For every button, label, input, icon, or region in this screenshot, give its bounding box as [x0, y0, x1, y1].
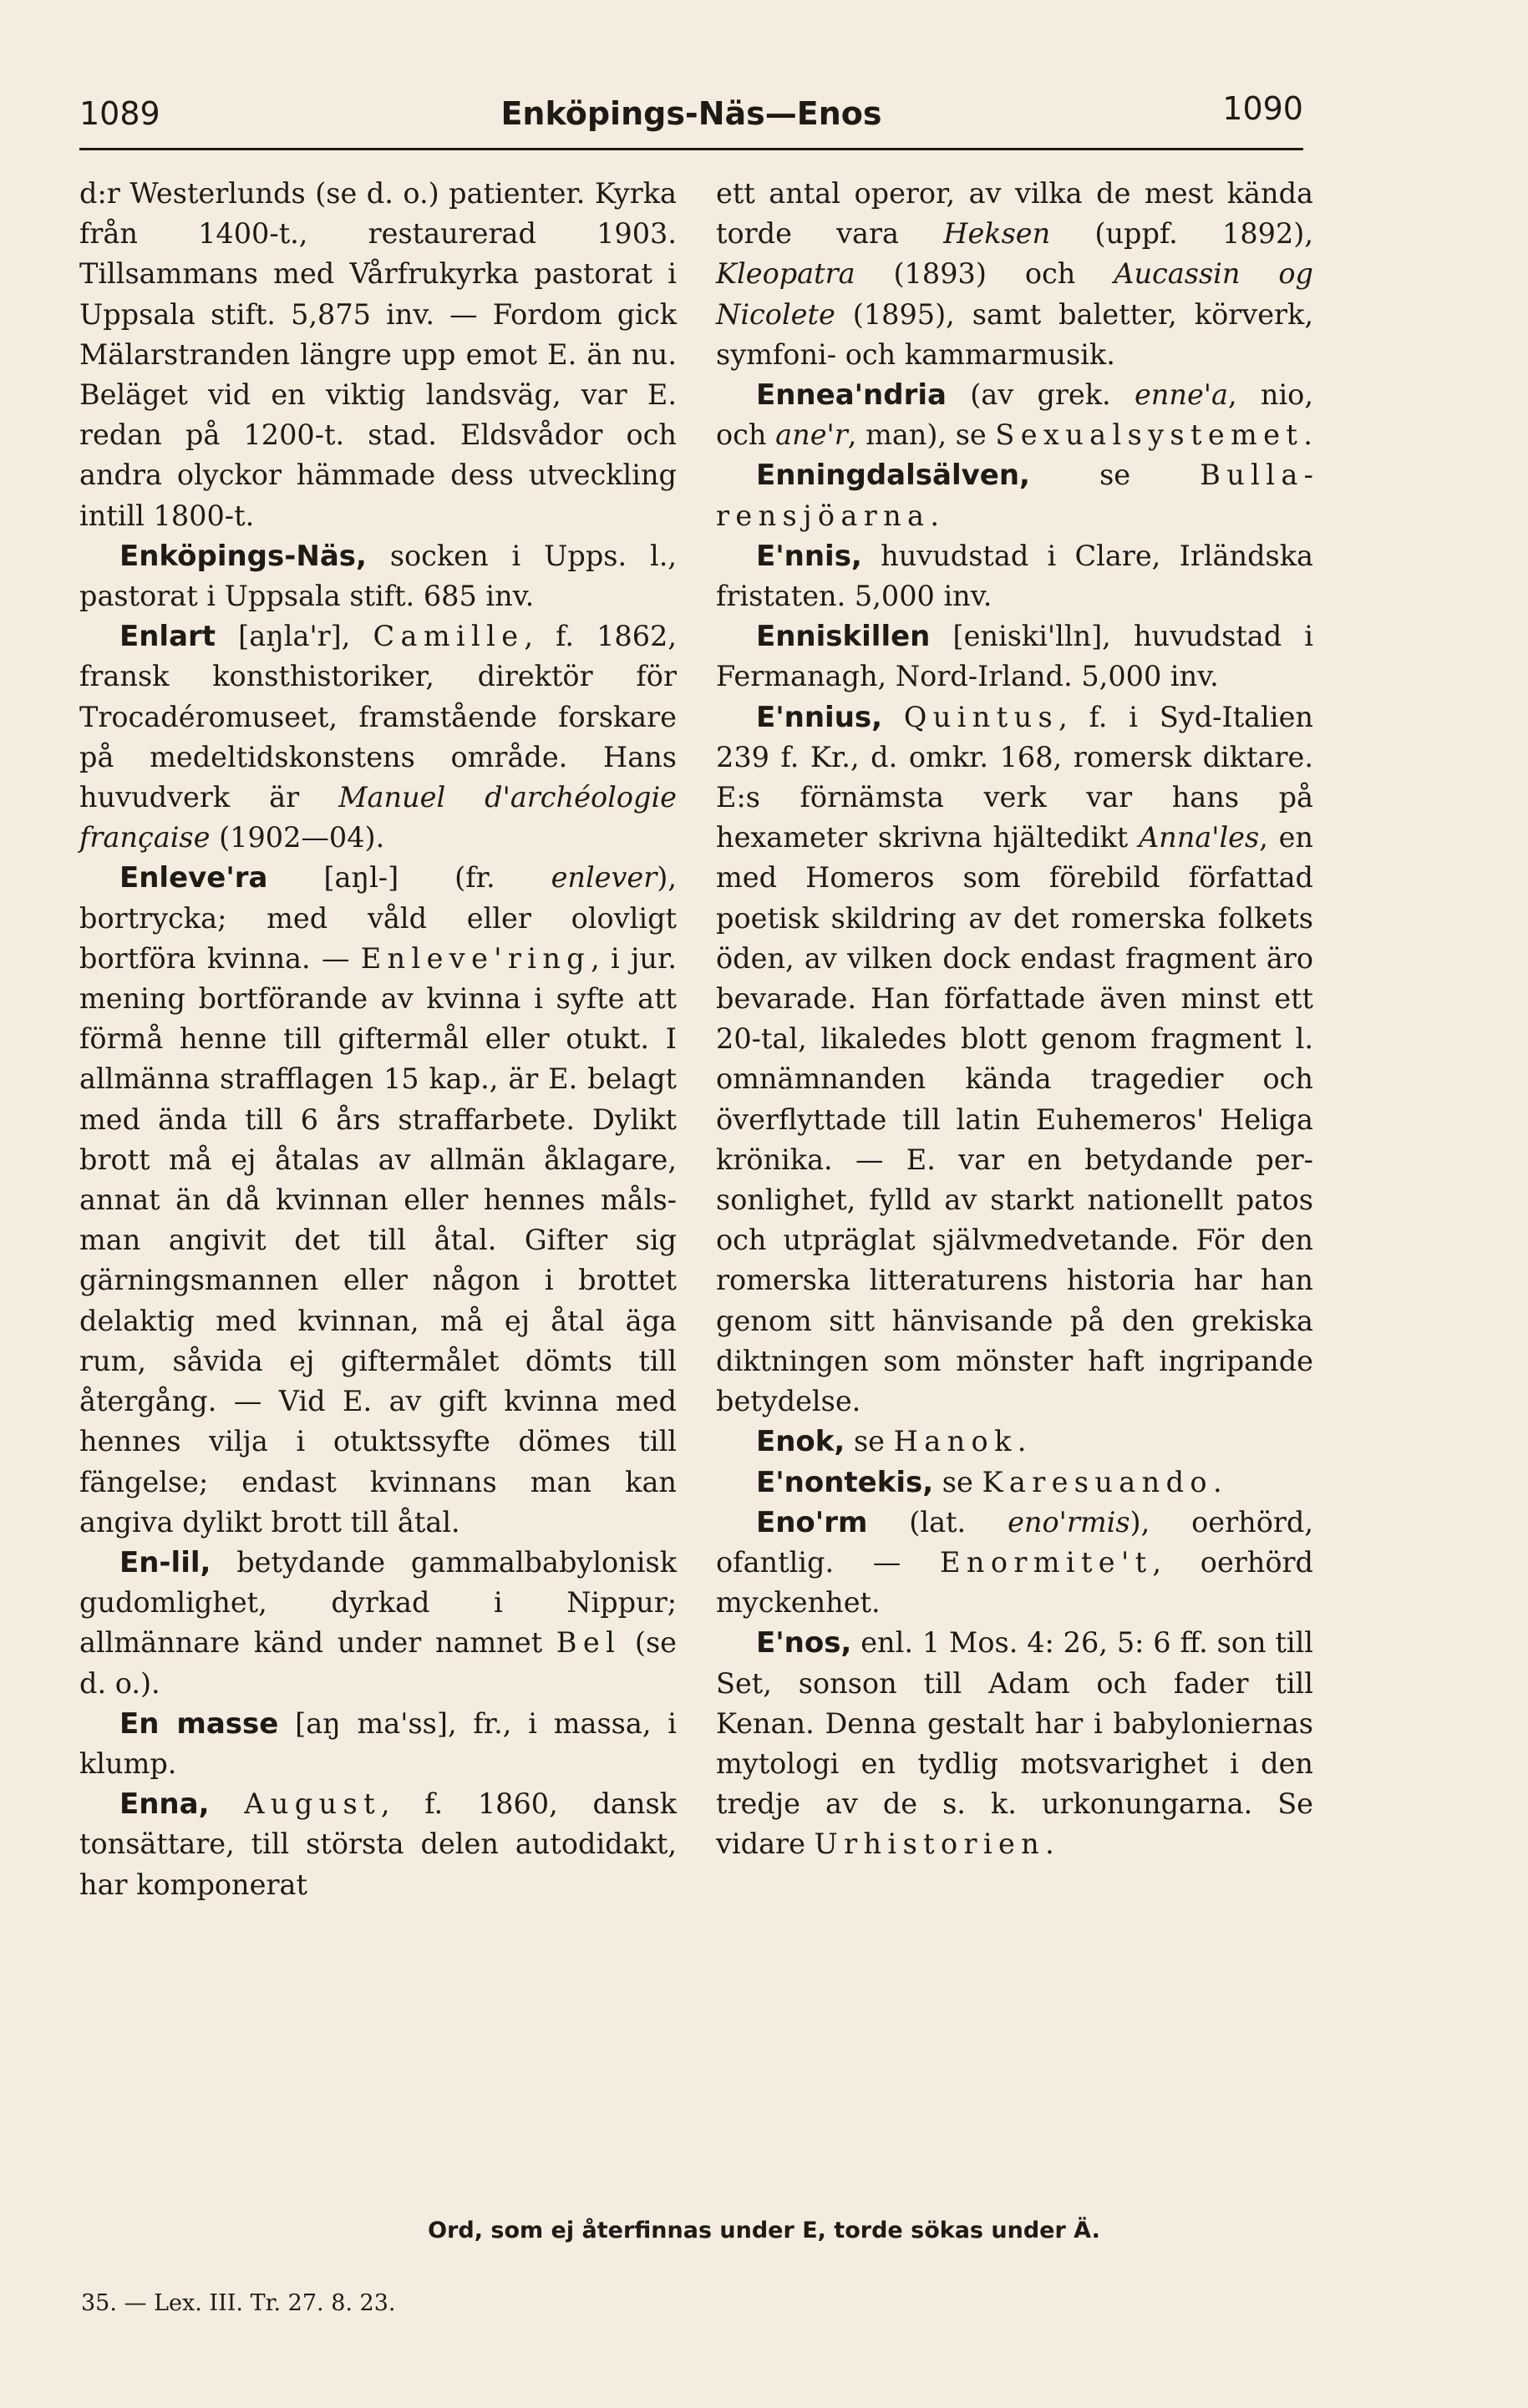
entry-text: huvudstad i Clare, Irländska fristaten. 5,000 inv.	[716, 539, 1313, 613]
running-title: Enköpings-Näs—Enos	[500, 95, 882, 132]
headword: Enningdalsälven,	[756, 459, 1030, 493]
entry-text: [aŋla'r],	[216, 620, 373, 653]
spaced-name: August	[244, 1787, 381, 1821]
left-column	[79, 174, 677, 1905]
italic-title: Aucassin og Nicolete	[716, 257, 1313, 331]
spaced-reference: Karesuando	[982, 1465, 1213, 1498]
headword: Enniskillen	[756, 620, 931, 654]
entry-text: , nio, och	[716, 378, 1313, 452]
spaced-name: Quintus	[903, 700, 1059, 733]
entry-text: (1895), samt baletter, körverk, symfoni- och kammarmusik.	[716, 297, 1313, 371]
entry-text: (lat.	[867, 1505, 1008, 1539]
entry-enontekis	[716, 1463, 1313, 1503]
entry-enos	[716, 1623, 1313, 1864]
italic-title: Heksen	[943, 217, 1051, 251]
entry-text: (1902—04).	[210, 821, 385, 854]
entry-enna	[79, 1784, 677, 1905]
spaced-reference: Hanok	[893, 1425, 1018, 1458]
entry-text: se	[845, 1425, 894, 1458]
entry-text	[882, 701, 904, 733]
entry-en-masse	[79, 1704, 677, 1784]
entry-enneandria	[716, 375, 1313, 455]
right-column	[716, 174, 1313, 1865]
entry-enningdalsalven	[716, 455, 1313, 535]
spaced-reference: Sexualsystemet	[995, 418, 1304, 452]
entry-text: .	[1212, 1465, 1222, 1498]
entry-text: betydande gammalbabylonisk gudomlighet, dyrkad i Nippur; allmännare känd under namnet	[79, 1545, 677, 1660]
spaced-subentry: Enleve'ring	[360, 941, 591, 975]
entry-enok	[716, 1422, 1313, 1462]
header-rule	[79, 148, 1303, 150]
entry-text: se	[933, 1465, 982, 1498]
entry-text: , f. 1860, dansk tonsättare, till största delen autodidakt, har komponerat	[79, 1787, 677, 1901]
entry-text: , i jur. mening bortförande av kvinna i syfte att förmå henne till giftermål eller otukt. I allmänna strafflagen 15 kap., är E. belagt med ända till 6 års straffarbete. Dylikt brott må ej åtalas av allmän åklagare, annat än då kvinnan eller hennes målsman angivit det till åtal. Gifter sig gärningsmannen eller någon i brottet delaktig med kvinnan, må ej åtal äga rum, såvida ej giftermålet dömts till återgång. — Vid E. av gift kvinna med hennes vilja i otuktssyfte dömes till fängelse; endast kvinnans man kan angiva dylikt brott till åtal.	[79, 941, 677, 1539]
headword: Enok,	[756, 1425, 845, 1459]
headword: Enköpings-Näs,	[119, 539, 367, 573]
entry-text: .	[1303, 418, 1312, 452]
headword: E'nontekis,	[756, 1465, 934, 1499]
entry-text: d:r Westerlunds (se d. o.) patienter. Kyrka från 1400-t., restaurerad 1903. Tillsammans med Vårfrukyrka pastorat i Uppsala stift. 5,875 inv. — Fordom gick Mälarstranden längre upp emot E. än nu. Beläget vid en viktig landsväg, var E. redan på 1200-t. stad. Eldsvådor och andra olyckor hämmade dess utveckling intill 1800-t.	[79, 177, 677, 532]
entry-enlart	[79, 616, 677, 858]
entry-text: .	[930, 499, 940, 532]
entry-enkopings-nas	[79, 536, 677, 616]
italic-word: enlever	[551, 861, 657, 895]
entry-text: .	[1045, 1828, 1054, 1861]
headword: Enleve'ra	[119, 861, 268, 895]
entry-text: (1893) och	[855, 257, 1114, 291]
footnote: Ord, som ej återfinnas under E, torde sökas under Ä.	[428, 2218, 1100, 2243]
entry-text: .	[1017, 1425, 1027, 1458]
entry-text: , oerhörd myckenhet.	[716, 1545, 1313, 1620]
entry-text: (uppf. 1892),	[1050, 217, 1313, 251]
headword: En masse	[119, 1706, 279, 1741]
page-number-left: 1089	[79, 95, 160, 132]
entry-text: (av grek.	[946, 378, 1135, 412]
entry-text: (se d. o.).	[79, 1626, 677, 1700]
entry-enlevera	[79, 858, 677, 1542]
page-header	[79, 90, 1303, 144]
headword: Eno'rm	[756, 1505, 868, 1539]
entry-text: ett antal operor, av vilka de mest kända torde vara	[716, 177, 1313, 251]
headword: Enlart	[119, 620, 216, 654]
spaced-subentry: Enormite't	[940, 1545, 1153, 1579]
italic-title: Manuel d'archéologie française	[79, 781, 678, 854]
entry-ennius	[716, 697, 1313, 1422]
entry-ennis	[716, 536, 1313, 616]
entry-text: , en med Homeros som förebild författad poetisk skildring av det romerska folkets öden, av vilken dock endast fragment äro bevarade. Han författade även minst ett 20-tal, likaledes blott genom fragment l. omnämnanden kända tragedier och överflyttade till latin Euhemeros' Heliga krönika. — E. var en betydande personlighet, fylld av starkt nationellt patos och utpräglat självmedvetande. För den romerska litteraturens historia har han genom sitt hänvisande på den grekiska diktningen som mönster haft ingripande betydelse.	[716, 821, 1313, 1418]
entry-text: ), bortrycka; med våld eller olovligt bortföra kvinna. —	[79, 861, 677, 975]
entry-continuation	[79, 174, 677, 536]
entry-en-lil	[79, 1543, 677, 1704]
page-number-right: 1090	[1222, 90, 1303, 127]
entry-text: [eniski'lln], huvudstad i Fermanagh, Nord-Irland. 5,000 inv.	[716, 620, 1313, 693]
spaced-reference: Bel	[556, 1626, 622, 1660]
entry-text: , man), se	[847, 418, 996, 452]
spaced-reference: Urhistorien	[814, 1828, 1046, 1861]
entry-text: ), oerhörd, ofantlig. —	[716, 1505, 1313, 1579]
spaced-reference: Bullarensjöarna	[716, 459, 1313, 532]
entry-text	[210, 1787, 245, 1820]
italic-word: enne'a	[1134, 378, 1228, 412]
italic-title: Kleopatra	[716, 257, 855, 291]
headword: Ennea'ndria	[756, 378, 947, 413]
entry-enorm	[716, 1503, 1313, 1624]
entry-text: enl. 1 Mos. 4: 26, 5: 6 ff. son till Set, sonson till Adam och fader till Kenan. Denna gestalt har i babyloniernas mytologi en tydlig motsvarighet i den tredje av de s. k. urkonungarna. Se vidare	[716, 1626, 1313, 1861]
entry-text: , f. i Syd-Italien 239 f. Kr., d. omkr. 168, romersk diktare. E:s förnämsta verk var hans på hexameter skrivna hjältedikt	[716, 700, 1313, 854]
italic-word: eno'rmis	[1008, 1505, 1130, 1539]
entry-text: [aŋl-] (fr.	[267, 861, 551, 895]
entry-text: , f. 1862, fransk konsthistoriker, direktör för Trocadéromuseet, framstående forskare på medeltidskonstens område. Hans huvudverk är	[79, 620, 677, 814]
entry-text: [aŋ ma'ss], fr., i massa, i klump.	[79, 1706, 677, 1780]
entry-continuation	[716, 174, 1313, 375]
entry-text: se	[1029, 459, 1201, 492]
printer-signature: 35. — Lex. III. Tr. 27. 8. 23.	[81, 2290, 396, 2316]
headword: En-lil,	[119, 1545, 211, 1579]
entry-text: socken i Upps. l., pastorat i Uppsala stift. 685 inv.	[79, 539, 677, 613]
headword: E'nnius,	[756, 700, 883, 734]
entry-enniskillen	[716, 616, 1313, 697]
headword: E'nnis,	[756, 539, 862, 573]
headword: E'nos,	[756, 1626, 852, 1660]
italic-title: Anna'les	[1138, 821, 1260, 854]
spaced-name: Camille	[373, 620, 525, 653]
italic-word: ane'r	[775, 418, 848, 452]
headword: Enna,	[119, 1787, 210, 1822]
